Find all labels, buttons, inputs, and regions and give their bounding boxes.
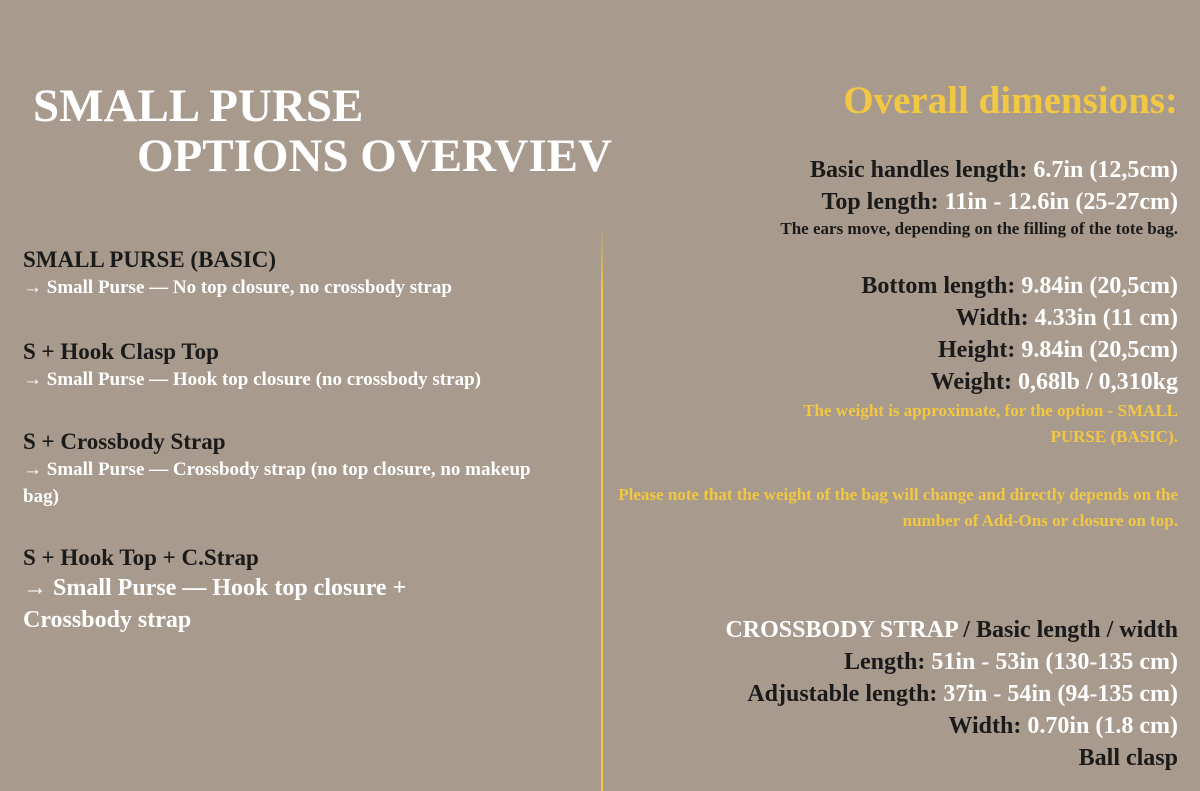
dimensions-title: Overall dimensions: bbox=[843, 79, 1178, 122]
strap-heading-name: CROSSBODY STRAP bbox=[725, 617, 958, 643]
spec-width bbox=[861, 302, 1178, 334]
option-description: → Small Purse — Hook top closure + Crossbody strap bbox=[23, 575, 407, 633]
spec-value: 9.84in (20,5cm) bbox=[1021, 337, 1178, 363]
option-name: SMALL PURSE (BASIC) bbox=[23, 247, 277, 272]
option-description: → Small Purse — No top closure, no crossbody strap bbox=[23, 277, 452, 298]
ears-note: The ears move, depending on the filling of the tote bag. bbox=[780, 219, 1178, 238]
dimensions-body-group bbox=[861, 270, 1178, 398]
spec-strap-adjustable-length bbox=[725, 678, 1178, 710]
spec-label: Bottom length: bbox=[861, 273, 1016, 299]
spec-value: 11in - 12.6in (25-27cm) bbox=[944, 189, 1178, 215]
spec-value: 6.7in (12,5cm) bbox=[1033, 157, 1178, 183]
strap-heading-detail: / Basic length / width bbox=[957, 617, 1178, 643]
spec-strap-length bbox=[725, 646, 1178, 678]
spec-value: 0,68lb / 0,310kg bbox=[1017, 369, 1178, 395]
option-description: → Small Purse — Crossbody strap (no top closure, no makeup bag) bbox=[23, 459, 531, 507]
spec-value: 51in - 53in (130-135 cm) bbox=[931, 649, 1178, 675]
spec-value: 37in - 54in (94-135 cm) bbox=[943, 681, 1178, 707]
spec-weight bbox=[861, 366, 1178, 398]
option-description: → Small Purse — Hook top closure (no crossbody strap) bbox=[23, 369, 481, 390]
spec-label: Width: bbox=[955, 305, 1029, 331]
spec-height bbox=[861, 334, 1178, 366]
option-name: S + Crossbody Strap bbox=[23, 429, 226, 454]
page-title-line-1: SMALL PURSE bbox=[33, 80, 364, 132]
spec-value: 9.84in (20,5cm) bbox=[1021, 273, 1178, 299]
spec-label: Weight: bbox=[930, 369, 1012, 395]
crossbody-strap-group bbox=[725, 614, 1178, 774]
dimensions-top-group bbox=[780, 154, 1178, 240]
spec-label: Top length: bbox=[821, 189, 939, 215]
spec-value: 4.33in (11 cm) bbox=[1034, 305, 1178, 331]
strap-heading bbox=[725, 614, 1178, 646]
spec-ball-clasp bbox=[725, 742, 1178, 774]
spec-label: Basic handles length: bbox=[809, 157, 1028, 183]
option-small-purse-basic bbox=[23, 246, 563, 301]
spec-label: Adjustable length: bbox=[747, 681, 938, 707]
addons-note: Please note that the weight of the bag will change and directly depends on the number of Add-Ons or closure on top. bbox=[618, 485, 1178, 530]
option-name: S + Hook Clasp Top bbox=[23, 339, 219, 364]
page-title-line-2: OPTIONS OVERVIEV bbox=[137, 130, 612, 182]
spec-top-length bbox=[780, 186, 1178, 218]
option-hook-top-crossbody-strap bbox=[23, 544, 493, 636]
spec-handles-length bbox=[780, 154, 1178, 186]
option-crossbody-strap bbox=[23, 428, 543, 510]
option-hook-clasp-top bbox=[23, 338, 563, 393]
weight-note: The weight is approximate, for the option - SMALL PURSE (BASIC). bbox=[803, 401, 1178, 446]
spec-label: Ball clasp bbox=[1078, 745, 1178, 771]
spec-value: 0.70in (1.8 cm) bbox=[1027, 713, 1178, 739]
spec-label: Width: bbox=[948, 713, 1022, 739]
spec-label: Height: bbox=[938, 337, 1016, 363]
spec-label: Length: bbox=[844, 649, 926, 675]
spec-strap-width bbox=[725, 710, 1178, 742]
spec-bottom-length bbox=[861, 270, 1178, 302]
option-name: S + Hook Top + C.Strap bbox=[23, 545, 259, 570]
